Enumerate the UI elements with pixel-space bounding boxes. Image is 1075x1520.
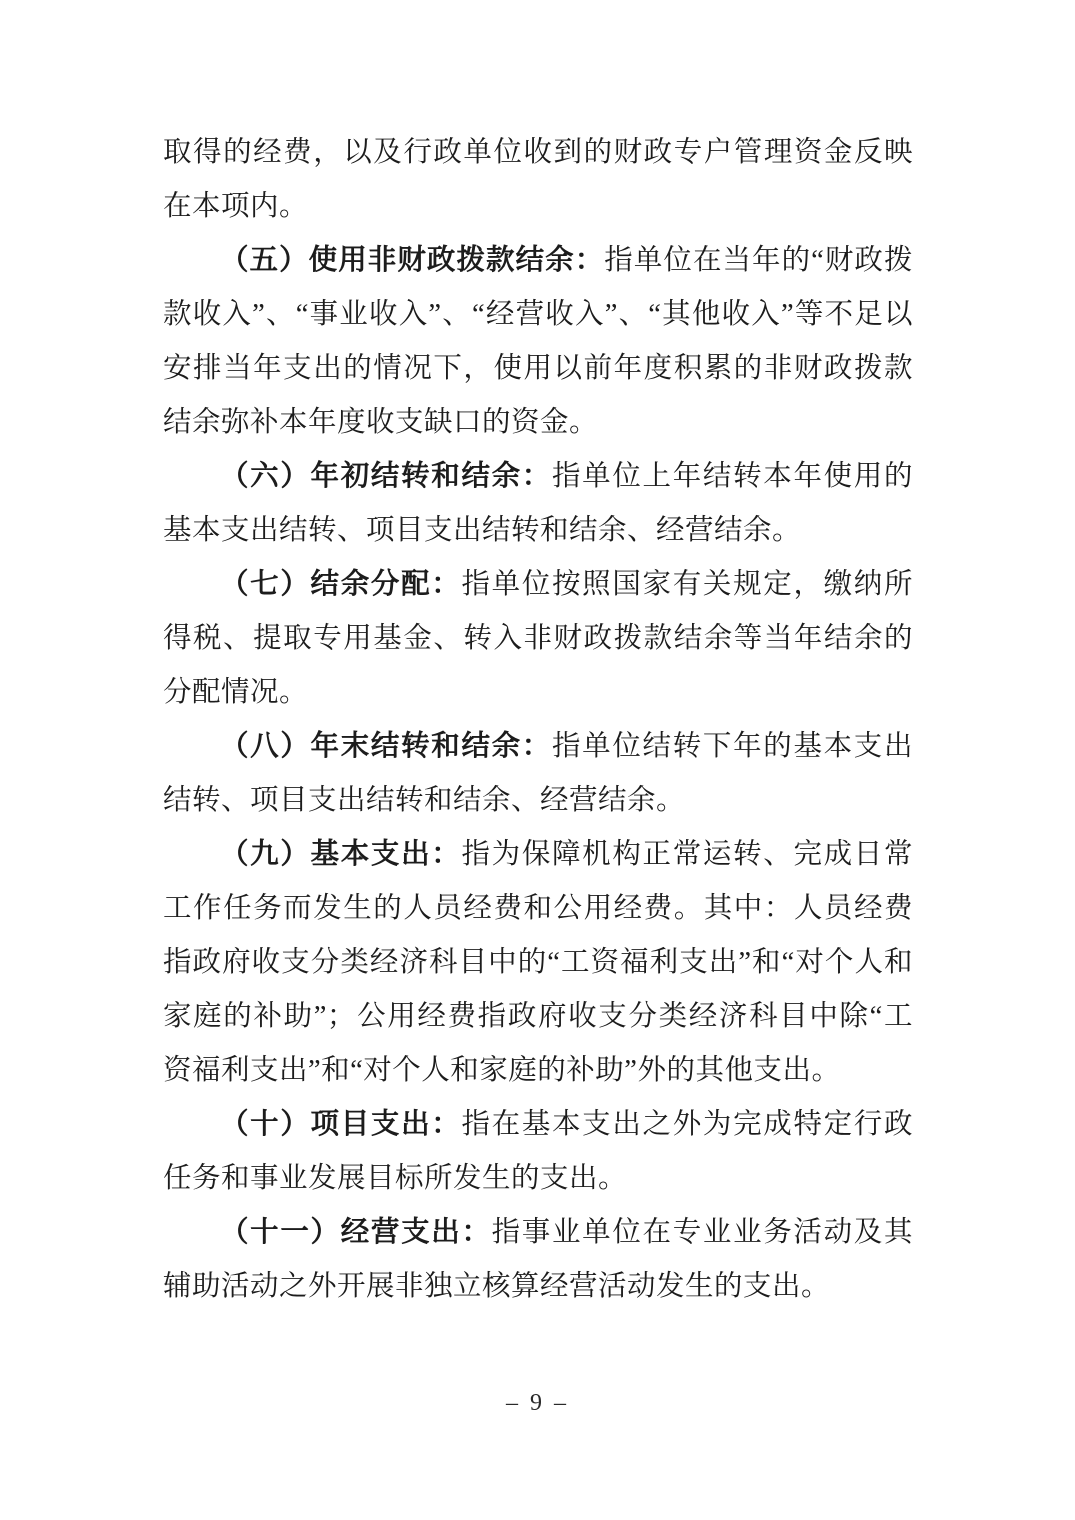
- term-heading: （八）年末结转和结余：: [220, 731, 552, 762]
- paragraph-text: 指为保障机构正常运转、完成日常工作任务而发生的人员经费和公用经费。其中：人员经费指政府收支分类经济科目中的“工资福利支出”和“对个人和家庭的补助”；公用经费指政府收支分类经济科目中除“工资福利支出”和“对个人和家庭的补助”外的其他支出。: [163, 839, 913, 1086]
- paragraph-text: 指事业单位在专业业务活动及其辅助活动之外开展非独立核算经营活动发生的支出。: [163, 1217, 913, 1302]
- body-paragraph: [163, 558, 913, 720]
- body-paragraph: [163, 234, 913, 450]
- body-paragraph: [163, 1206, 913, 1314]
- paragraph-text: 指单位结转下年的基本支出结转、项目支出结转和结余、经营结余。: [163, 731, 913, 816]
- paragraph-text: 取得的经费，以及行政单位收到的财政专户管理资金反映在本项内。: [163, 137, 913, 222]
- document-body: [163, 126, 913, 1314]
- paragraph-text: 指单位按照国家有关规定，缴纳所得税、提取专用基金、转入非财政拨款结余等当年结余的分配情况。: [163, 569, 913, 708]
- term-heading: （五）使用非财政拨款结余：: [220, 245, 605, 276]
- body-paragraph: [163, 1098, 913, 1206]
- term-heading: （七）结余分配：: [220, 569, 462, 600]
- term-heading: （十）项目支出：: [220, 1109, 462, 1140]
- paragraph-text: 指在基本支出之外为完成特定行政任务和事业发展目标所发生的支出。: [163, 1109, 913, 1194]
- paragraph-text: 指单位上年结转本年使用的基本支出结转、项目支出结转和结余、经营结余。: [163, 461, 913, 546]
- paragraph-text: 指单位在当年的“财政拨款收入”、“事业收入”、“经营收入”、“其他收入”等不足以安排当年支出的情况下，使用以前年度积累的非财政拨款结余弥补本年度收支缺口的资金。: [163, 245, 913, 438]
- term-heading: （六）年初结转和结余：: [220, 461, 552, 492]
- body-paragraph: [163, 720, 913, 828]
- page-number: – 9 –: [506, 1390, 569, 1416]
- body-paragraph: [163, 450, 913, 558]
- term-heading: （九）基本支出：: [220, 839, 462, 870]
- body-paragraph: [163, 126, 913, 234]
- term-heading: （十一）经营支出：: [220, 1217, 492, 1248]
- body-paragraph: [163, 828, 913, 1098]
